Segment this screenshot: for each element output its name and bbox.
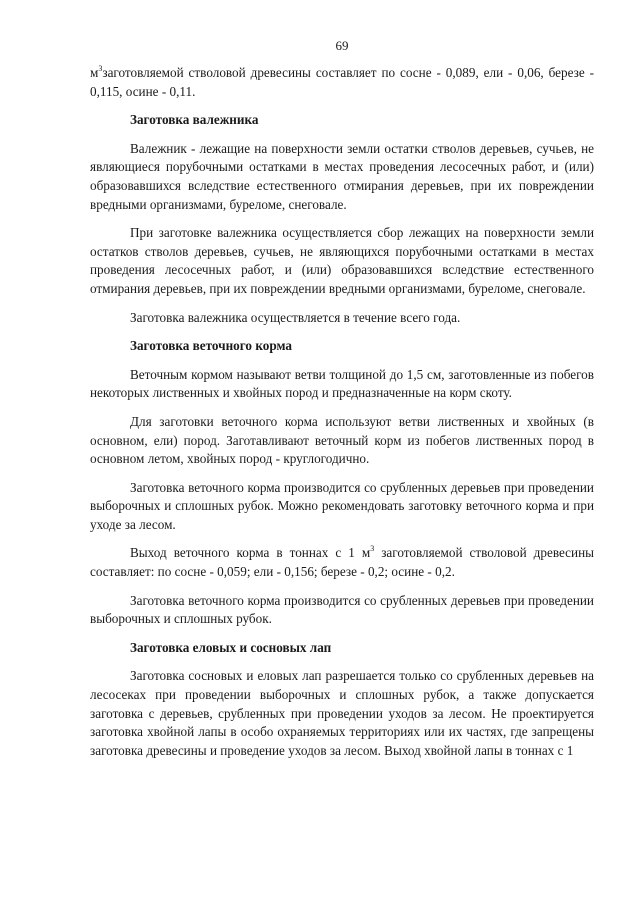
paragraph-branch-feed-yield <box>90 544 594 581</box>
superscript: 3 <box>370 544 375 554</box>
section-heading-deadwood: Заготовка валежника <box>130 112 259 128</box>
paragraph-text: заготовляемой стволовой древесины составляет по сосне - 0,089, ели - 0,06, березе - 0,115, осине - 0,11. <box>90 65 594 99</box>
paragraph-branch-feed-source: Заготовка веточного корма производится со срубленных деревьев при проведении выборочных и сплошных рубок. <box>90 592 594 627</box>
page-number: 69 <box>335 38 349 53</box>
paragraph-deadwood-season: Заготовка валежника осуществляется в течение всего года. <box>130 309 461 325</box>
paragraph-branch-feed-production: Заготовка веточного корма производится со срубленных деревьев при проведении выборочных и сплошных рубок. Можно рекомендовать заготовку веточного корма и при уходе за лесом. <box>90 479 594 532</box>
paragraph-branch-feed-definition: Веточным кормом называют ветви толщиной до 1,5 см, заготовленные из побегов некоторых лиственных и хвойных пород и предназначенные на корм скоту. <box>90 366 594 401</box>
paragraph-deadwood-definition: Валежник - лежащие на поверхности земли остатки стволов деревьев, сучьев, не являющиеся порубочными остатками в местах проведения лесосечных работ, и (или) образовавшихся вследствие естественного отмирания деревьев, при их повреждении вредными организмами, буреломе, снеговале. <box>90 140 594 212</box>
unit-text: м <box>90 65 99 80</box>
paragraph-branch-feed-species: Для заготовки веточного корма используют ветви лиственных и хвойных (в основном, ели) пород. Заготавливают веточный корм из побегов лиственных пород в основном летом, хвойных пород - круглогодично. <box>90 413 594 467</box>
document-body <box>90 64 594 760</box>
superscript: 3 <box>98 64 103 73</box>
paragraph-text: заготовляемой стволовой древесины составляет: по сосне - 0,059; ели - 0,156; березе - 0,2; осине - 0,2. <box>90 545 594 580</box>
paragraph-deadwood-collection: При заготовке валежника осуществляется сбор лежащих на поверхности земли остатков стволов деревьев, сучьев, не являющихся порубочными остатками в местах проведения лесосечных работ, и (или) образовавшихся вследствие естественного отмирания деревьев, при их повреждении вредными организмами, буреломе, снеговале. <box>90 225 594 296</box>
paragraph-continuation <box>90 64 594 101</box>
section-heading-branch-feed: Заготовка веточного корма <box>130 338 292 354</box>
paragraph-conifer-branches: Заготовка сосновых и еловых лап разрешается только со срубленных деревьев на лесосеках при проведении выборочных и сплошных рубок, а также допускается заготовка с деревьев, срубленных при проведении уходов за лесом. Не проектируется заготовка хвойной лапы в особо охраняемых территориях или их частях, где запрещены заготовка древесины и проведение уходов за лесом. Выход хвойной лапы в тоннах с 1 <box>90 668 594 758</box>
section-heading-conifer-branches: Заготовка еловых и сосновых лап <box>130 639 332 655</box>
paragraph-text: Выход веточного корма в тоннах с 1 м <box>130 545 371 561</box>
